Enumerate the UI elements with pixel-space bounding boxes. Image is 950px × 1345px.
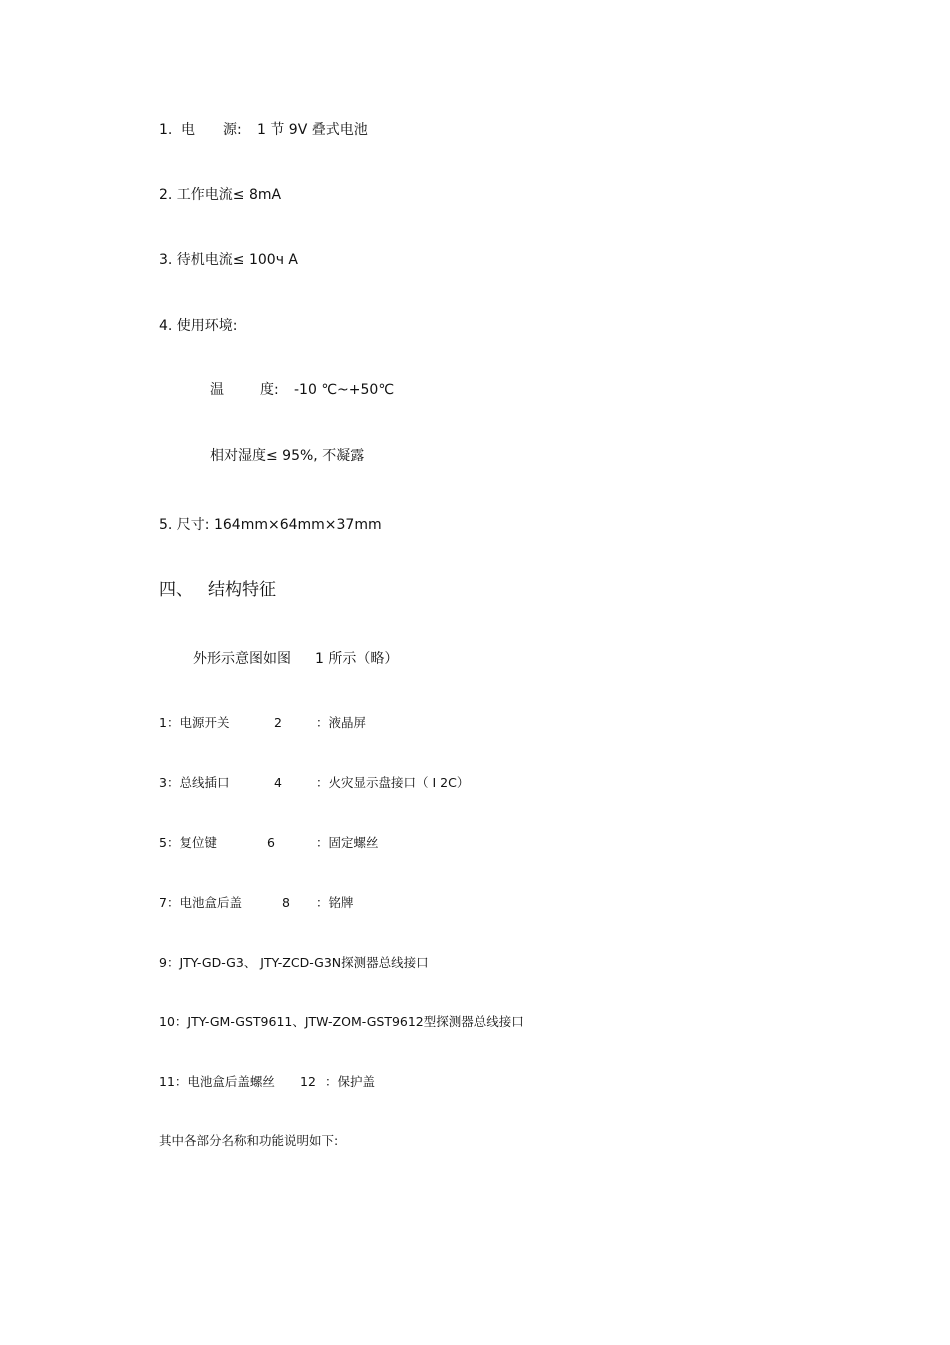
parts-row-10: 10：JTY-GM-GST9611、JTW-ZOM-GST9612型探测器总线接口: [159, 1014, 524, 1029]
part-right-label: ：保护盖: [325, 1074, 376, 1089]
part-right-label: ：固定螺丝: [316, 835, 379, 850]
parts-row-2: [159, 777, 499, 793]
part-left-label: 7：电池盒后盖: [159, 895, 242, 910]
spec-standby-current: 3. 待机电流≤ 100ч A: [159, 252, 299, 268]
section-heading: [159, 582, 359, 604]
spec-temperature-value: -10 ℃~+50℃: [294, 382, 395, 398]
part-number: 12: [300, 1074, 316, 1089]
parts-row-11: [159, 1076, 419, 1092]
spec-power-label-b: 源:: [223, 122, 242, 138]
spec-power: [159, 123, 459, 141]
spec-temperature-label-a: 温: [210, 382, 224, 398]
part-number: 8: [282, 895, 290, 910]
part-left-label: 3：总线插口: [159, 775, 230, 790]
parts-row-3: [159, 837, 419, 853]
parts-row-9: 9：JTY-GD-G3、 JTY-ZCD-G3N探测器总线接口: [159, 955, 429, 970]
section-title: 结构特征: [208, 580, 276, 600]
part-number: 6: [267, 835, 275, 850]
figure-intro-suffix: 1 所示（略）: [315, 651, 399, 667]
part-right-label: ：火灾显示盘接口（ I 2C）: [316, 775, 470, 790]
part-left-label: 11：电池盒后盖螺丝: [159, 1074, 275, 1089]
parts-description-intro: 其中各部分名称和功能说明如下:: [159, 1133, 339, 1148]
spec-humidity: 相对湿度≤ 95%, 不凝露: [210, 448, 365, 464]
part-right-label: ：液晶屏: [316, 715, 367, 730]
spec-environment: 4. 使用环境:: [159, 318, 238, 334]
section-number: 四、: [159, 580, 193, 600]
spec-temperature-label-b: 度:: [260, 382, 279, 398]
part-left-label: 5：复位键: [159, 835, 217, 850]
part-number: 2: [274, 715, 282, 730]
part-number: 4: [274, 775, 282, 790]
spec-power-number: 1.: [159, 122, 173, 138]
part-right-label: ：铭牌: [316, 895, 354, 910]
spec-power-label-a: 电: [181, 122, 195, 138]
spec-power-value: 1 节 9V 叠式电池: [257, 122, 368, 138]
parts-row-4: [159, 897, 419, 913]
parts-row-1: [159, 717, 419, 733]
spec-work-current: 2. 工作电流≤ 8mA: [159, 187, 282, 203]
spec-temperature: [210, 383, 430, 401]
figure-intro: [193, 652, 433, 670]
part-left-label: 1：电源开关: [159, 715, 230, 730]
figure-intro-prefix: 外形示意图如图: [193, 651, 291, 667]
spec-size: 5. 尺寸: 164mm×64mm×37mm: [159, 517, 382, 533]
